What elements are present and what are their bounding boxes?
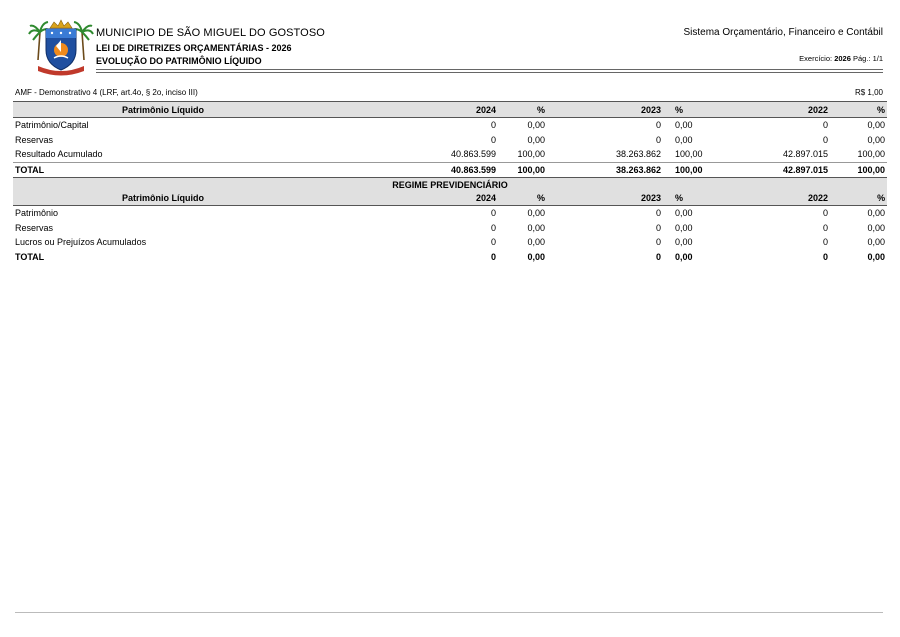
percent-cell: 100,00 bbox=[663, 162, 715, 177]
column-header: % bbox=[663, 102, 715, 118]
column-header: % bbox=[830, 102, 887, 118]
value-cell: 0 bbox=[655, 237, 661, 248]
table-row bbox=[13, 118, 887, 133]
municipal-coat-of-arms-icon bbox=[28, 18, 94, 78]
percent-cell: 0,00 bbox=[675, 120, 693, 131]
percent-cell: 0,00 bbox=[867, 208, 886, 219]
table-row bbox=[13, 221, 887, 236]
column-header: % bbox=[663, 191, 715, 206]
currency-unit: R$ 1,00 bbox=[854, 88, 883, 97]
page-number: Pág.: 1/1 bbox=[852, 54, 883, 63]
percent-cell: 0,00 bbox=[527, 208, 545, 219]
value-cell: 0 bbox=[490, 208, 496, 219]
percent-cell: 0,00 bbox=[527, 251, 545, 262]
value-cell: 0 bbox=[655, 251, 661, 262]
row-label: Patrimônio bbox=[15, 208, 59, 219]
value-cell: 40.863.599 bbox=[450, 149, 496, 160]
value-cell: 0 bbox=[822, 222, 828, 233]
value-cell: 0 bbox=[490, 237, 496, 248]
value-cell: 0 bbox=[822, 134, 828, 145]
percent-cell: 0,00 bbox=[867, 251, 886, 262]
percent-cell: 0,00 bbox=[867, 134, 885, 145]
footer-divider bbox=[15, 612, 883, 613]
percent-cell: 0,00 bbox=[527, 237, 545, 248]
value-cell: 42.897.015 bbox=[715, 162, 830, 177]
system-name: Sistema Orçamentário, Financeiro e Contábil bbox=[683, 27, 883, 38]
column-header: 2024 bbox=[313, 191, 498, 206]
total-row bbox=[13, 250, 887, 265]
column-header: Patrimônio Líquido bbox=[13, 102, 313, 118]
percent-cell: 0,00 bbox=[527, 134, 545, 145]
percent-cell: 100,00 bbox=[675, 149, 703, 160]
row-label: Reservas bbox=[15, 134, 54, 145]
exercise-info bbox=[799, 54, 883, 63]
row-label: Resultado Acumulado bbox=[15, 149, 103, 160]
percent-cell: 100,00 bbox=[830, 162, 887, 177]
column-header: 2023 bbox=[553, 191, 663, 206]
equity-table bbox=[13, 101, 887, 177]
pension-regime-table bbox=[13, 177, 887, 264]
value-cell: 0 bbox=[822, 251, 828, 262]
row-label: Patrimônio/Capital bbox=[15, 120, 89, 131]
value-cell: 42.897.015 bbox=[782, 149, 828, 160]
value-cell: 0 bbox=[822, 208, 828, 219]
municipality-name: MUNICIPIO DE SÃO MIGUEL DO GOSTOSO bbox=[96, 27, 325, 39]
section-title-row bbox=[13, 178, 887, 192]
value-cell: 0 bbox=[822, 237, 828, 248]
column-header: 2024 bbox=[313, 102, 498, 118]
header-divider bbox=[96, 69, 883, 70]
row-label: TOTAL bbox=[13, 162, 313, 177]
percent-cell: 0,00 bbox=[527, 222, 545, 233]
column-header: % bbox=[830, 191, 887, 206]
percent-cell: 100,00 bbox=[857, 149, 885, 160]
value-cell: 0 bbox=[655, 120, 661, 131]
table-row bbox=[13, 147, 887, 162]
section-title: REGIME PREVIDENCIÁRIO bbox=[13, 178, 887, 192]
row-label: Lucros ou Prejuízos Acumulados bbox=[15, 237, 147, 248]
percent-cell: 0,00 bbox=[867, 237, 886, 248]
percent-cell: 0,00 bbox=[867, 120, 885, 131]
row-label: TOTAL bbox=[15, 251, 45, 262]
value-cell: 0 bbox=[490, 222, 496, 233]
column-header: Patrimônio Líquido bbox=[13, 191, 313, 206]
percent-cell: 0,00 bbox=[867, 222, 886, 233]
column-header: 2022 bbox=[715, 191, 830, 206]
value-cell: 0 bbox=[490, 134, 496, 145]
law-title: LEI DE DIRETRIZES ORÇAMENTÁRIAS - 2026 bbox=[96, 43, 292, 53]
column-header: % bbox=[498, 191, 553, 206]
percent-cell: 0,00 bbox=[675, 237, 693, 248]
value-cell: 0 bbox=[490, 251, 496, 262]
percent-cell: 0,00 bbox=[675, 208, 693, 219]
report-header bbox=[0, 0, 900, 80]
value-cell: 38.263.862 bbox=[553, 162, 663, 177]
value-cell: 38.263.862 bbox=[615, 149, 661, 160]
exercise-label: Exercício: bbox=[799, 54, 833, 63]
header-divider bbox=[96, 72, 883, 73]
value-cell: 0 bbox=[655, 134, 661, 145]
percent-cell: 100,00 bbox=[498, 162, 553, 177]
demonstrative-reference: AMF - Demonstrativo 4 (LRF, art.4o, § 2o, inciso III) bbox=[15, 88, 198, 97]
percent-cell: 0,00 bbox=[675, 134, 693, 145]
column-header: % bbox=[498, 102, 553, 118]
percent-cell: 0,00 bbox=[675, 222, 693, 233]
value-cell: 0 bbox=[655, 208, 661, 219]
column-header: 2022 bbox=[715, 102, 830, 118]
column-header: 2023 bbox=[553, 102, 663, 118]
table-row bbox=[13, 206, 887, 221]
value-cell: 0 bbox=[490, 120, 496, 131]
percent-cell: 100,00 bbox=[517, 149, 545, 160]
value-cell: 0 bbox=[822, 120, 828, 131]
value-cell: 40.863.599 bbox=[313, 162, 498, 177]
table-row bbox=[13, 235, 887, 250]
table-row bbox=[13, 133, 887, 148]
total-row bbox=[13, 162, 887, 177]
percent-cell: 0,00 bbox=[527, 120, 545, 131]
value-cell: 0 bbox=[655, 222, 661, 233]
row-label: Reservas bbox=[15, 222, 54, 233]
exercise-year: 2026 bbox=[834, 54, 851, 63]
percent-cell: 0,00 bbox=[675, 251, 693, 262]
report-title: EVOLUÇÃO DO PATRIMÔNIO LÍQUIDO bbox=[96, 56, 262, 66]
table-header-row bbox=[13, 102, 887, 118]
table-header-row bbox=[13, 191, 887, 206]
